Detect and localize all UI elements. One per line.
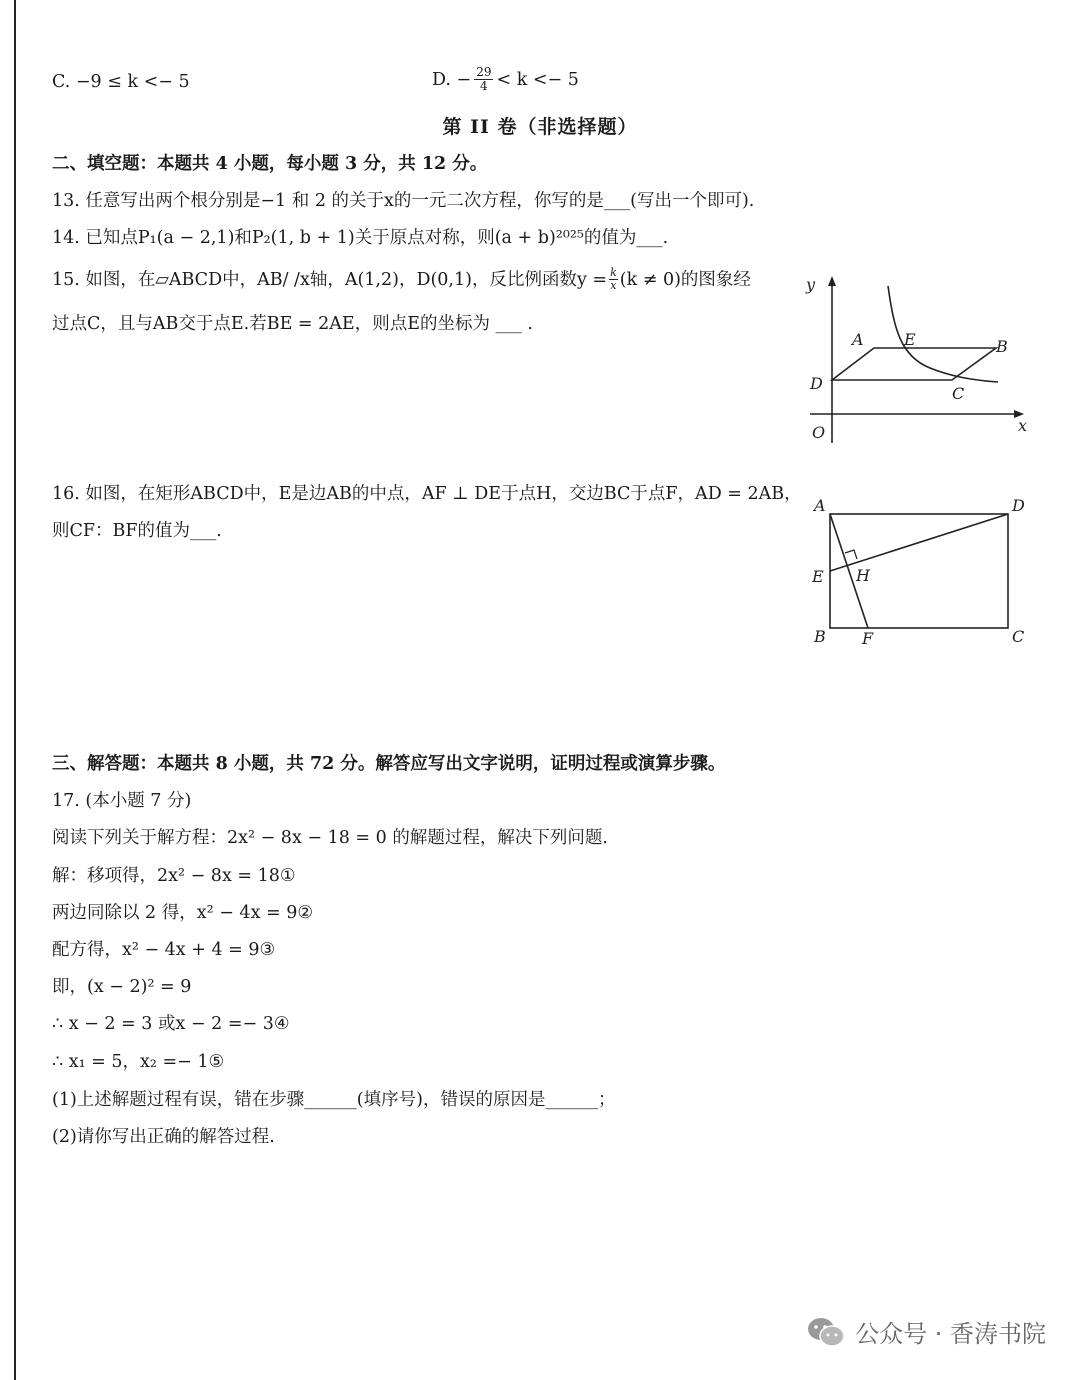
sub-question-2: (2)请你写出正确的解答过程.	[52, 1127, 275, 1147]
question-17-intro: 阅读下列关于解方程：2x² − 8x − 18 = 0 的解题过程，解决下列问题.	[52, 828, 608, 848]
fig15-label-o: O	[812, 423, 826, 442]
fig15-label-b: B	[996, 337, 1008, 356]
fig15-label-d: D	[810, 374, 823, 393]
option-d-fraction: $\frac{29}{4}$	[476, 65, 492, 93]
fig16-label-f: F	[862, 629, 874, 648]
solution-step-6: ∴ x₁ = 5，x₂ =− 1⑤	[52, 1052, 225, 1072]
question-15-line2: 过点C，且与AB交于点E.若BE = 2AE，则点E的坐标为 ___ .	[52, 314, 533, 334]
fig15-label-c: C	[952, 384, 965, 403]
question-16-line2: 则CF：BF的值为___.	[52, 521, 222, 541]
fig16-label-a: A	[814, 496, 826, 515]
solution-step-1: 解：移项得，2x² − 8x = 18①	[52, 866, 296, 886]
q15-fraction: $\frac{k}{x}$	[610, 266, 617, 292]
parallelogram-abcd	[832, 348, 996, 380]
solution-step-4: 即，(x − 2)² = 9	[52, 977, 192, 997]
option-c: C. −9 ≤ k <− 5	[52, 72, 190, 92]
fig16-label-c: C	[1012, 627, 1025, 646]
question-15-line1: 15. 如图，在▱ABCD中，AB/ /x轴，A(1,2)，D(0,1)，反比例函数y = $\frac{k}{x}$ (k ≠ 0)的图象经	[52, 266, 751, 292]
option-d: D. − $\frac{29}{4}$ < k <− 5	[432, 65, 579, 93]
watermark-text: 公众号 · 香涛书院	[855, 1320, 1046, 1348]
fig15-label-x: x	[1018, 416, 1028, 435]
solution-step-2: 两边同除以 2 得，x² − 4x = 9②	[52, 903, 314, 923]
part3-heading: 三、解答题：本题共 8 小题，共 72 分。解答应写出文字说明，证明过程或演算步骤。	[52, 754, 726, 774]
section-title: 第 II 卷（非选择题）	[442, 116, 638, 138]
figure-15	[800, 268, 1040, 448]
fig16-label-b: B	[814, 627, 826, 646]
figure-16	[806, 490, 1042, 660]
solution-step-3: 配方得，x² − 4x + 4 = 9③	[52, 940, 276, 960]
question-13: 13. 任意写出两个根分别是−1 和 2 的关于x的一元二次方程，你写的是___(写出一个即可).	[52, 191, 755, 211]
fig16-label-e: E	[812, 567, 824, 586]
segment-de	[830, 514, 1008, 571]
binding-margin-line	[14, 0, 16, 1380]
fig15-label-a: A	[852, 330, 864, 349]
watermark	[807, 1314, 1046, 1349]
fig15-label-y: y	[806, 275, 816, 294]
fig15-label-e: E	[904, 330, 916, 349]
fig16-label-d: D	[1012, 496, 1025, 515]
fig16-label-h: H	[856, 566, 870, 585]
sub-question-1: (1)上述解题过程有误，错在步骤______(填序号)，错误的原因是______；	[52, 1090, 616, 1110]
part2-heading: 二、填空题：本题共 4 小题，每小题 3 分，共 12 分。	[52, 154, 488, 174]
right-angle-mark-icon	[845, 550, 857, 559]
wechat-icon	[807, 1316, 845, 1348]
question-16-line1: 16. 如图，在矩形ABCD中，E是边AB的中点，AF ⊥ DE于点H，交边BC于点F，AD = 2AB，	[52, 484, 802, 504]
solution-step-5: ∴ x − 2 = 3 或x − 2 =− 3④	[52, 1014, 290, 1034]
question-17-title: 17. (本小题 7 分)	[52, 791, 192, 811]
y-axis-arrow-icon	[828, 276, 836, 286]
question-14: 14. 已知点P₁(a − 2,1)和P₂(1, b + 1)关于原点对称，则(a + b)²⁰²⁵的值为___.	[52, 228, 669, 248]
